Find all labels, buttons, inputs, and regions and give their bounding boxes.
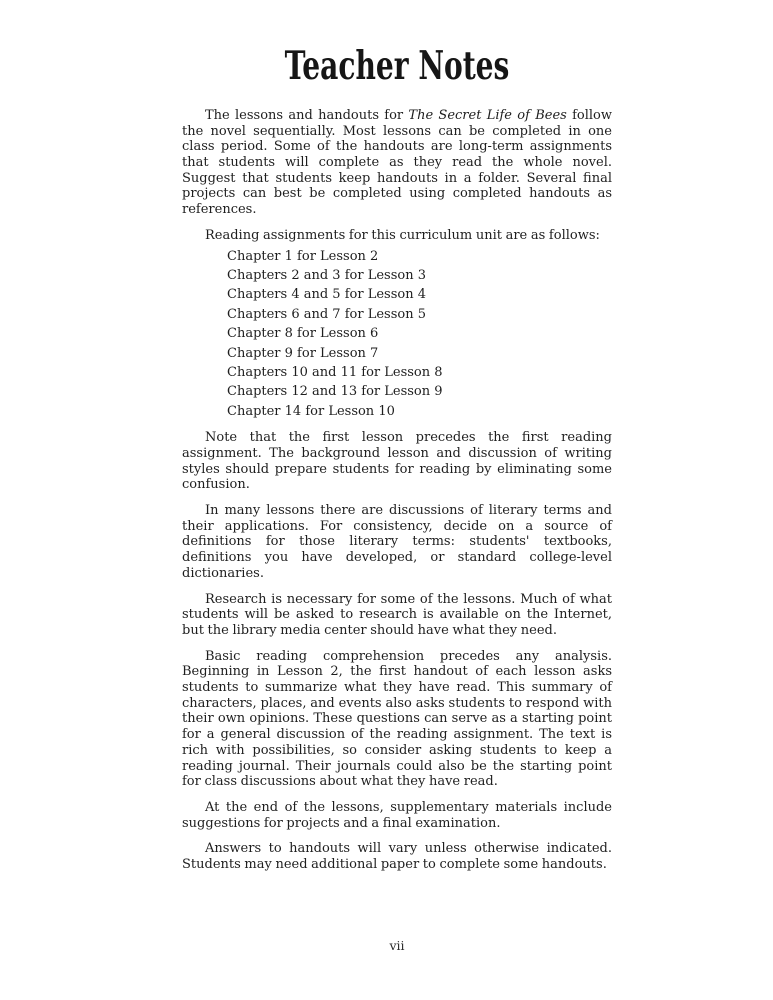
paragraph-answers-note: Answers to handouts will vary unless otherwise indicated. Students may need additional paper to complete some handouts. [182, 841, 612, 873]
book-title-italic: The Secret Life of Bees [408, 107, 567, 123]
list-item: Chapter 9 for Lesson 7 [227, 345, 379, 361]
paragraph-reading-assignments-intro: Reading assignments for this curriculum unit are as follows: [205, 227, 600, 243]
paragraph-lessons-overview [182, 108, 612, 218]
list-item: Chapters 10 and 11 for Lesson 8 [227, 365, 443, 380]
list-item: Chapter 1 for Lesson 2 [227, 248, 379, 264]
page-title: Teacher Notes [284, 43, 510, 89]
list-item: Chapters 6 and 7 for Lesson 5 [227, 306, 426, 322]
reading-assignments-list [227, 247, 612, 422]
page-number: vii [389, 938, 405, 953]
paragraph-reading-comprehension: Basic reading comprehension precedes any analysis. Beginning in Lesson 2, the first handout of each lesson asks students to summarize what they have read. This summary of characters, places, and events also asks students to respond with their own opinions. These questions can serve as a starting point for a general discussion of the reading assignment. The text is rich with possibilities, so consider asking students to keep a reading journal. Their journals could also be the starting point for class discussions about what they have read. [182, 648, 612, 790]
paragraph-text: The lessons and handouts for [205, 107, 409, 123]
paragraph-supplementary-materials: At the end of the lessons, supplementary materials include suggestions for projects and a final examination. [182, 799, 612, 831]
text-block [182, 0, 612, 883]
list-item: Chapters 12 and 13 for Lesson 9 [227, 384, 443, 400]
paragraph-research: Research is necessary for some of the lessons. Much of what students will be asked to research is available on the Internet, but the library media center should have what they need. [182, 591, 612, 638]
paragraph-first-lesson-note: Note that the first lesson precedes the first reading assignment. The background lesson and discussion of writing styles should prepare students for reading by eliminating some confusion. [182, 430, 612, 493]
list-item: Chapter 14 for Lesson 10 [227, 403, 395, 419]
paragraph-text: follow the novel sequentially. Most lessons can be completed in one class period. Some of the handouts are long-term assignments that students will complete as they read the whole novel. Suggest that students keep handouts in a folder. Several final projects can best be completed using completed handouts as references. [182, 107, 612, 218]
list-item: Chapters 4 and 5 for Lesson 4 [227, 287, 426, 303]
list-item: Chapters 2 and 3 for Lesson 3 [227, 267, 426, 283]
paragraph-literary-terms: In many lessons there are discussions of literary terms and their applications. For consistency, decide on a source of definitions for those literary terms: students' textbooks, definitions you have developed, or standard college-level dictionaries. [182, 503, 612, 581]
list-item: Chapter 8 for Lesson 6 [227, 326, 379, 342]
